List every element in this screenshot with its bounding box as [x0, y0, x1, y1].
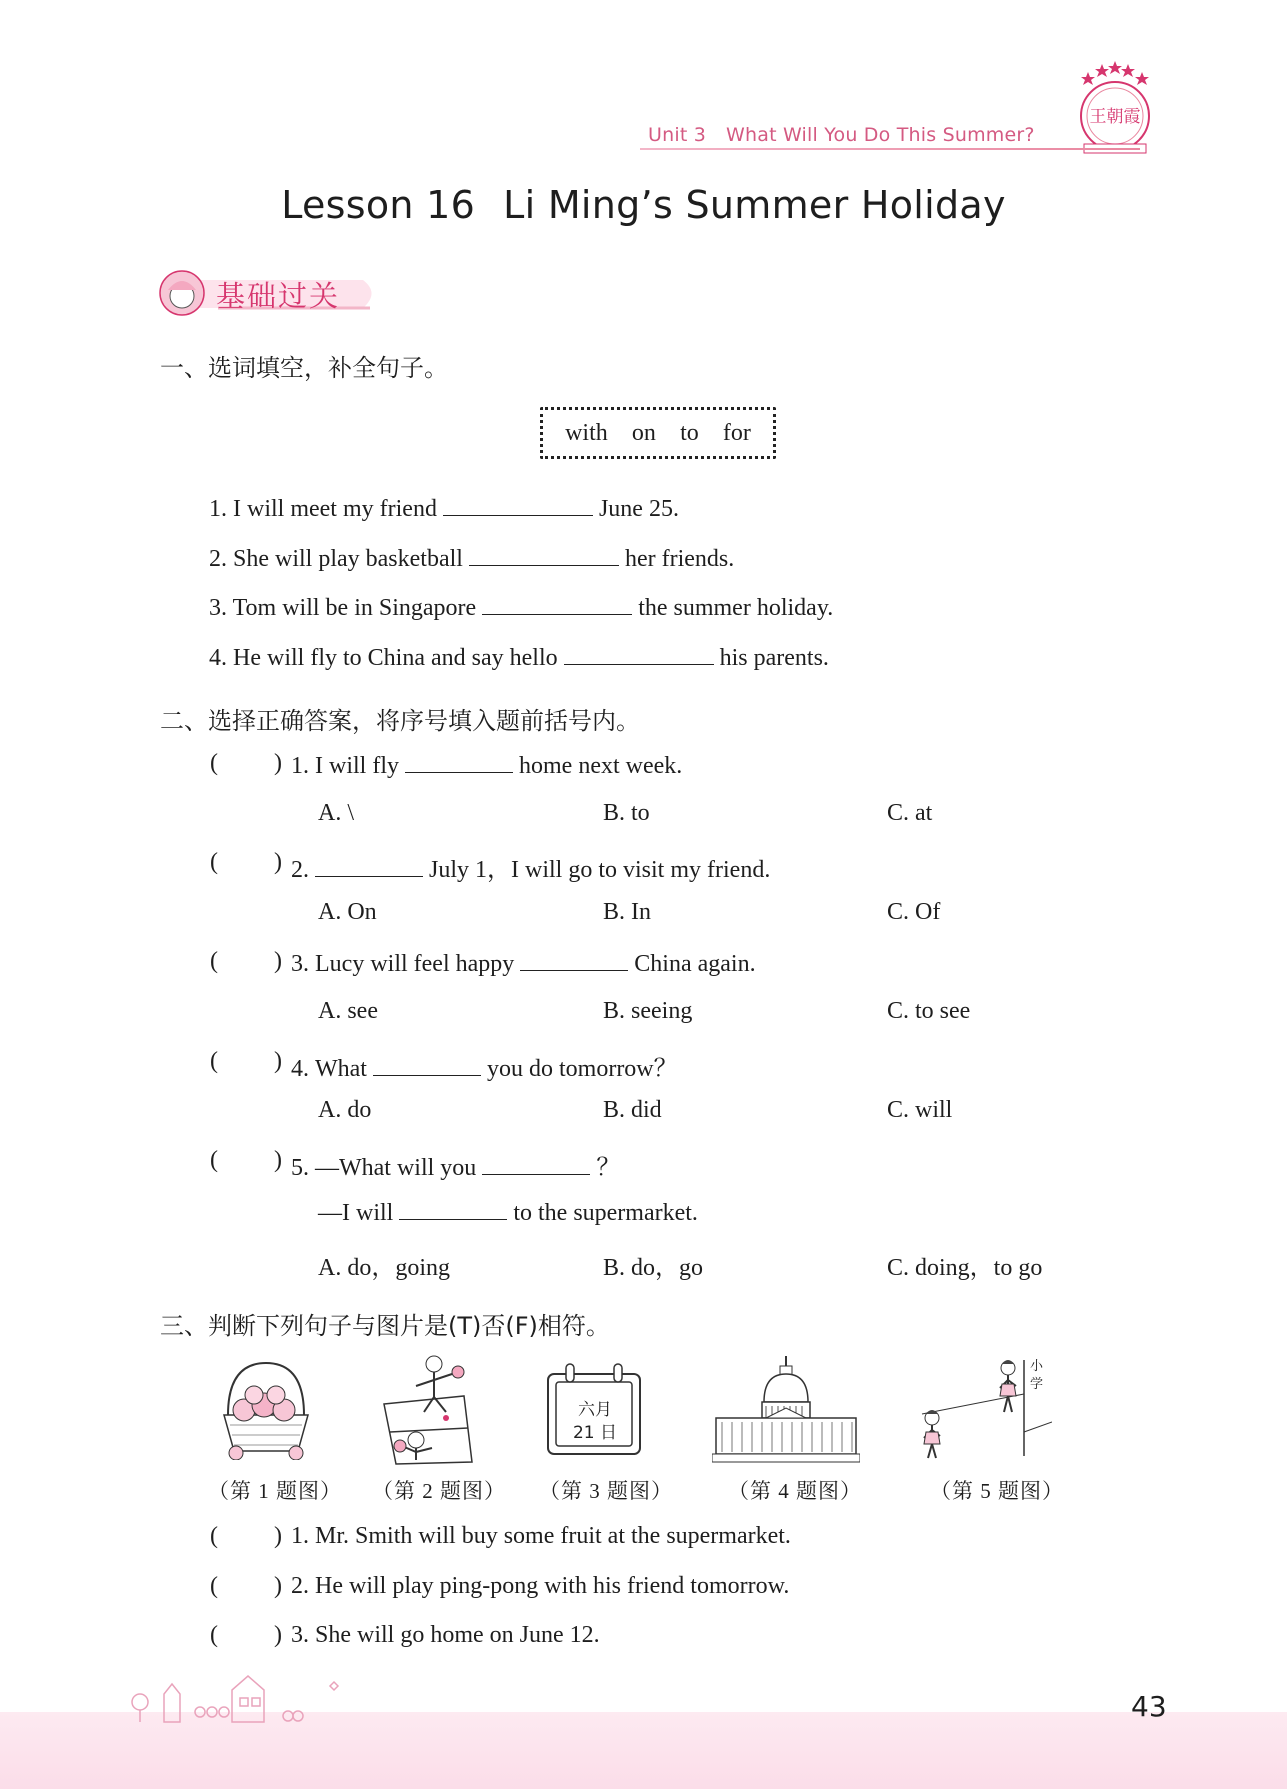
page-number: 43 [1131, 1690, 1167, 1723]
option-a[interactable]: A. On [318, 899, 377, 925]
answer-paren[interactable]: ( ) [210, 1622, 282, 1648]
answer-blank [520, 948, 628, 971]
answer-blank[interactable] [443, 493, 593, 516]
word-bank-item: with [565, 419, 608, 446]
answer-paren[interactable]: ( ) [210, 750, 282, 776]
option-a[interactable]: A. do [318, 1097, 372, 1123]
picture-caption: （第 3 题图） [539, 1479, 673, 1503]
option-a[interactable]: A. \ [318, 800, 354, 826]
tf-item-3: 3. She will go home on June 12. [291, 1622, 600, 1648]
part3-heading: 三、判断下列句子与图片是(T)否(F)相符。 [160, 1312, 610, 1340]
part1-heading: 一、选词填空，补全句子。 [160, 354, 448, 382]
word-bank-item: for [722, 419, 751, 446]
answer-blank [405, 750, 513, 773]
header-unit-name: What Will You Do This Summer? [726, 124, 1035, 146]
mc-question-2: 2. July 1，I will go to visit my friend. [291, 849, 770, 884]
svg-text:王朝霞: 王朝霞 [1089, 107, 1141, 127]
word-bank [540, 407, 776, 459]
word-bank-item: on [631, 419, 656, 446]
picture-caption: （第 1 题图） [208, 1479, 342, 1503]
option-b[interactable]: B. to [603, 800, 650, 826]
answer-blank [482, 1152, 590, 1175]
mc-question-5-line2: —I will to the supermarket. [318, 1197, 698, 1227]
option-c[interactable]: C. Of [887, 899, 941, 925]
lesson-name: Li Ming’s Summer Holiday [503, 183, 1006, 227]
option-b[interactable]: B. do，go [603, 1255, 704, 1281]
school-sign: 小学 [1030, 1359, 1044, 1392]
section-tag-label: 基础过关 [216, 279, 341, 313]
answer-blank [315, 854, 423, 877]
answer-paren[interactable]: ( ) [210, 1048, 282, 1074]
fill-item-1: 1. I will meet my friend June 25. [209, 493, 679, 523]
part2-heading: 二、选择正确答案，将序号填入题前括号内。 [160, 707, 640, 735]
fill-item-2: 2. She will play basketball her friends. [209, 543, 734, 573]
option-c[interactable]: C. to see [887, 998, 971, 1024]
option-c[interactable]: C. at [887, 800, 933, 826]
capitol-building-icon [712, 1352, 860, 1467]
tf-item-1: 1. Mr. Smith will buy some fruit at the supermarket. [291, 1523, 791, 1549]
header-unit-title [648, 124, 1035, 146]
mc-question-5: 5. —What will you ？ [291, 1147, 620, 1182]
mc-question-4: 4. What you do tomorrow？ [291, 1048, 678, 1083]
word-bank-item: to [680, 419, 699, 446]
option-a[interactable]: A. see [318, 998, 378, 1024]
answer-paren[interactable]: ( ) [210, 1147, 282, 1173]
logo-badge-icon [1070, 58, 1160, 158]
tf-item-2: 2. He will play ping-pong with his friend tomorrow. [291, 1573, 790, 1599]
option-b[interactable]: B. seeing [603, 998, 693, 1024]
option-c[interactable]: C. will [887, 1097, 953, 1123]
mc-question-3: 3. Lucy will feel happy China again. [291, 948, 756, 978]
answer-paren[interactable]: ( ) [210, 1523, 282, 1549]
answer-blank[interactable] [482, 592, 632, 615]
fill-item-4: 4. He will fly to China and say hello his parents. [209, 642, 829, 672]
header-divider [640, 148, 1140, 150]
answer-blank [373, 1053, 481, 1076]
answer-blank[interactable] [469, 543, 619, 566]
ping-pong-icon [376, 1352, 476, 1467]
picture-caption: （第 4 题图） [728, 1479, 862, 1503]
fill-item-3: 3. Tom will be in Singapore the summer holiday. [209, 592, 833, 622]
lesson-title [0, 183, 1287, 227]
mc-question-1: 1. I will fly home next week. [291, 750, 682, 780]
town-decoration-icon [120, 1650, 360, 1725]
calendar-month: 六月 [578, 1400, 612, 1420]
header-unit: Unit 3 [648, 124, 707, 146]
option-c[interactable]: C. doing，to go [887, 1255, 1043, 1281]
calendar-day: 21 日 [572, 1423, 618, 1443]
lesson-number: Lesson 16 [281, 183, 476, 227]
fruit-basket-icon [216, 1355, 316, 1460]
option-b[interactable]: B. did [603, 1097, 662, 1123]
girl-mascot-icon [160, 271, 204, 315]
picture-caption: （第 2 题图） [372, 1479, 506, 1503]
option-b[interactable]: B. In [603, 899, 651, 925]
answer-paren[interactable]: ( ) [210, 1573, 282, 1599]
answer-paren[interactable]: ( ) [210, 849, 282, 875]
answer-paren[interactable]: ( ) [210, 948, 282, 974]
picture-caption: （第 5 题图） [930, 1479, 1064, 1503]
answer-blank [399, 1197, 507, 1220]
option-a[interactable]: A. do，going [318, 1255, 450, 1281]
answer-blank[interactable] [564, 642, 714, 665]
